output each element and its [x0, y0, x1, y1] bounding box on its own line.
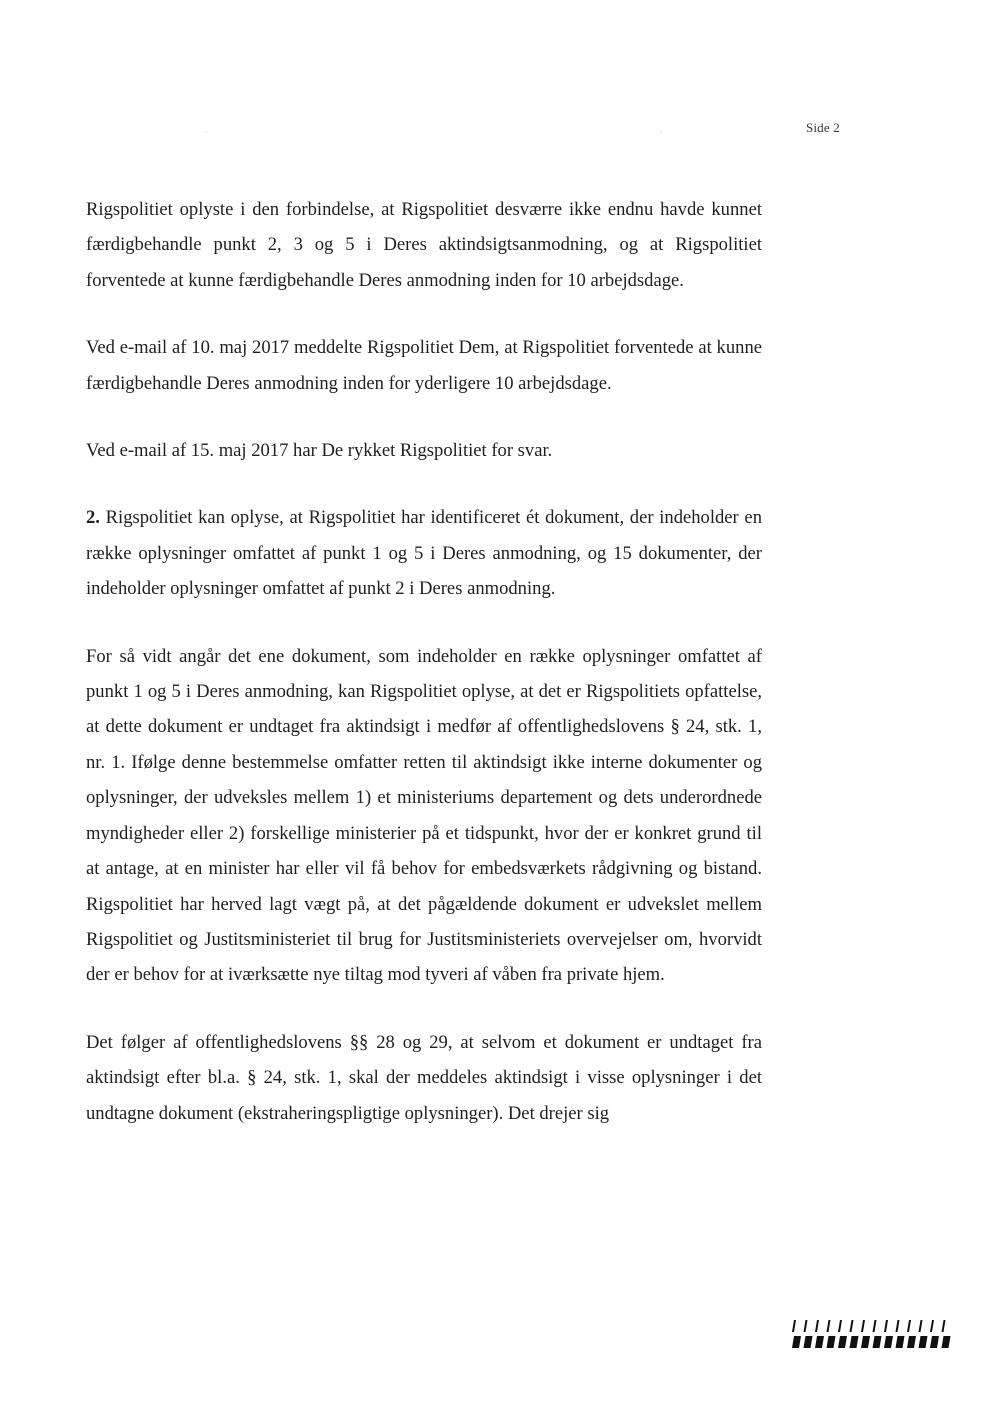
- barcode-bar: [884, 1320, 888, 1332]
- barcode-bar: [873, 1320, 877, 1332]
- barcode-bar: [942, 1320, 946, 1332]
- numbered-paragraph: [86, 500, 762, 606]
- letter-body: [86, 192, 762, 1163]
- barcode-bar: [838, 1336, 847, 1348]
- barcode-bar: [850, 1320, 854, 1332]
- paragraph-text: For så vidt angår det ene dokument, som indeholder en række oplysninger omfattet af punkt 1 og 5 i Deres anmodning, kan Rigspolitiet oplyse, at det er Rigspolitiets opfattelse, at dette dokument er undtaget fra aktindsigt i medfør af offentlighedslovens § 24, stk. 1, nr. 1. Ifølge denne bestemmelse omfatter retten til aktindsigt ikke interne dokumenter og oplysninger, der udveksles mellem 1) et ministeriums departement og dets underordnede myndigheder eller 2) forskellige ministerier på et tidspunkt, hvor der er konkret grund til at antage, at en minister har eller vil få behov for embedsværkets rådgivning og bistand. Rigspolitiet har herved lagt vægt på, at det pågældende dokument er udvekslet mellem Rigspolitiet og Justitsministeriet til brug for Justitsministeriets overvejelser om, hvorvidt der er behov for at iværksætte nye tiltag mod tyveri af våben fra private hjem.: [86, 645, 762, 986]
- barcode-bar: [792, 1336, 801, 1348]
- barcode-graphic: [790, 1320, 952, 1350]
- paragraph: [86, 433, 762, 468]
- paragraph-text: Det følger af offentlighedslovens §§ 28 og 29, at selvom et dokument er undtaget fra aktindsigt efter bl.a. § 24, stk. 1, skal der meddeles aktindsigt i visse oplysninger i det undtagne dokument (ekstraheringspligtige oplysninger). Det drejer sig: [86, 1031, 762, 1124]
- barcode-bar: [850, 1336, 859, 1348]
- barcode-bar: [838, 1320, 842, 1332]
- barcode-bar: [930, 1320, 934, 1332]
- scan-speck: ·: [660, 128, 663, 137]
- paragraph: [86, 639, 762, 993]
- barcode-bar: [896, 1336, 905, 1348]
- barcode-bar: [792, 1320, 796, 1332]
- barcode-bar: [930, 1336, 939, 1348]
- barcode-bar: [861, 1336, 870, 1348]
- scan-speck: ·: [205, 128, 208, 137]
- barcode-bar: [907, 1336, 916, 1348]
- barcode-bar: [827, 1336, 836, 1348]
- barcode-bar: [815, 1320, 819, 1332]
- barcode-bar: [896, 1320, 900, 1332]
- barcode-bar: [907, 1320, 911, 1332]
- paragraph-text: Rigspolitiet kan oplyse, at Rigspolitiet har identificeret ét dokument, der indeholder en række oplysninger omfattet af punkt 1 og 5 i Deres anmodning, og 15 dokumenter, der indeholder oplysninger omfattet af punkt 2 i Deres anmodning.: [86, 507, 762, 600]
- barcode-bar: [804, 1336, 813, 1348]
- barcode-bar: [804, 1320, 808, 1332]
- document-barcode: [790, 1320, 952, 1350]
- paragraph: [86, 192, 762, 298]
- paragraph: [86, 1025, 762, 1131]
- paragraph-text: Rigspolitiet oplyste i den forbindelse, at Rigspolitiet desværre ikke endnu havde kunnet færdigbehandle punkt 2, 3 og 5 i Deres aktindsigtsanmodning, og at Rigspolitiet forventede at kunne færdigbehandle Deres anmodning inden for 10 arbejdsdage.: [86, 199, 762, 291]
- paragraph-text: Ved e-mail af 10. maj 2017 meddelte Rigspolitiet Dem, at Rigspolitiet forventede at kunne færdigbehandle Deres anmodning inden for yderligere 10 arbejdsdage.: [86, 337, 762, 394]
- barcode-bar: [942, 1336, 951, 1348]
- barcode-bar: [827, 1320, 831, 1332]
- section-number: 2.: [86, 507, 100, 529]
- paragraph: [86, 330, 762, 401]
- barcode-bar: [884, 1336, 893, 1348]
- paragraph-text: Ved e-mail af 15. maj 2017 har De rykket Rigspolitiet for svar.: [86, 440, 553, 462]
- barcode-bar: [815, 1336, 824, 1348]
- barcode-bar: [919, 1336, 928, 1348]
- page-number: Side 2: [805, 120, 840, 135]
- barcode-bar: [919, 1320, 923, 1332]
- barcode-bar: [861, 1320, 865, 1332]
- barcode-bar: [873, 1336, 882, 1348]
